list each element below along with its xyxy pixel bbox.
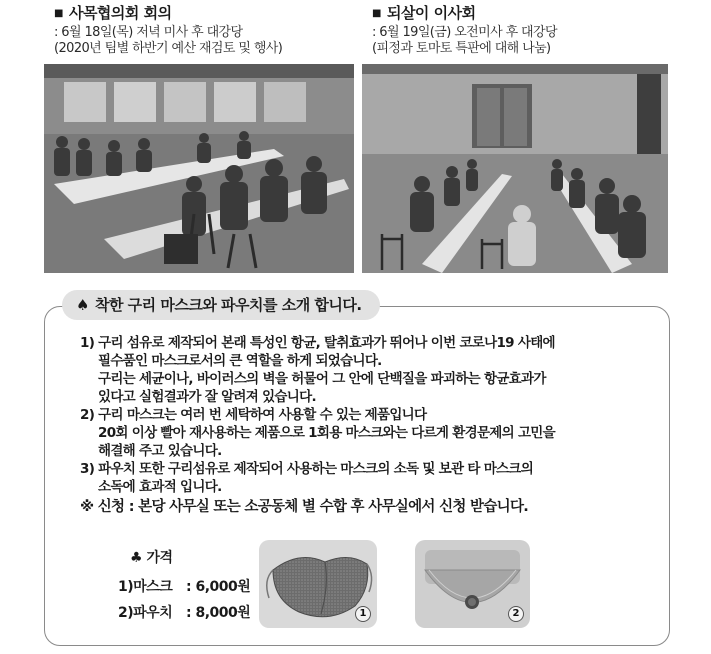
notice-line: 1) 구리 섬유로 제작되어 본래 특성인 항균, 탈취효과가 뛰어나 이번 코로나19 사태에 — [80, 335, 555, 351]
meeting-photo-left — [44, 64, 354, 273]
meeting-photo-right — [362, 64, 668, 273]
meeting-title — [362, 4, 668, 25]
price-label: 1)마스크 — [118, 579, 173, 595]
product-number-badge: 2 — [508, 606, 524, 622]
club-icon: ♣ — [130, 550, 143, 566]
meeting-description: (피정과 토마토 특판에 대해 나눔) — [372, 41, 551, 56]
meeting-title-text: 되살이 이사회 — [386, 4, 476, 22]
meeting-date: : 6월 18일(목) 저녁 미사 후 대강당 — [54, 25, 243, 40]
notice-header-text: 착한 구리 마스크와 파우치를 소개 합니다. — [94, 296, 362, 314]
meeting-right — [362, 4, 668, 57]
notice-line: 필수품인 마스크로서의 큰 역할을 하게 되었습니다. — [98, 353, 382, 369]
price-value: : 8,000원 — [186, 605, 251, 621]
price-value: : 6,000원 — [186, 579, 251, 595]
notice-line: 소독에 효과적 입니다. — [98, 479, 222, 495]
mask-product-image — [259, 540, 377, 628]
price-row — [118, 602, 250, 624]
notice-header — [62, 290, 380, 320]
notice-line: 3) 파우치 또한 구리섬유로 제작되어 사용하는 마스크의 소독 및 보관 타 마스크의 — [80, 461, 534, 477]
notice-line: 20회 이상 빨아 재사용하는 제품으로 1회용 마스크와는 다르게 환경문제의 고민을 — [98, 425, 555, 441]
notice-line: 2) 구리 마스크는 여러 번 세탁하여 사용할 수 있는 제품입니다 — [80, 407, 427, 423]
spade-icon: ♠ — [76, 296, 89, 314]
notice-line: 해결해 주고 있습니다. — [98, 443, 222, 459]
square-bullet-icon: ■ — [54, 8, 63, 19]
price-title — [130, 548, 250, 568]
meeting-title-text: 사목협의회 회의 — [68, 4, 172, 22]
square-bullet-icon: ■ — [372, 8, 381, 19]
meeting-description: (2020년 팀별 하반기 예산 재검토 및 행사) — [54, 41, 283, 56]
notice-line: 구리는 세균이나, 바이러스의 벽을 허물어 그 안에 단백질을 파괴하는 항균효과가 — [98, 371, 546, 387]
product-number-badge: 1 — [355, 606, 371, 622]
application-notice: ※ 신청 : 본당 사무실 또는 소공동체 별 수합 후 사무실에서 신청 받습니다. — [80, 499, 529, 515]
pouch-product-image — [415, 540, 530, 628]
meeting-date: : 6월 19일(금) 오전미사 후 대강당 — [372, 25, 557, 40]
notice-line: 있다고 실험결과가 잘 알려져 있습니다. — [98, 389, 316, 405]
price-row — [118, 576, 250, 598]
meeting-left — [44, 4, 354, 57]
meeting-title — [44, 4, 354, 25]
price-list — [118, 548, 250, 628]
notice-body — [80, 334, 660, 516]
price-label: 2)파우치 — [118, 605, 173, 621]
price-title-text: 가격 — [146, 550, 173, 566]
